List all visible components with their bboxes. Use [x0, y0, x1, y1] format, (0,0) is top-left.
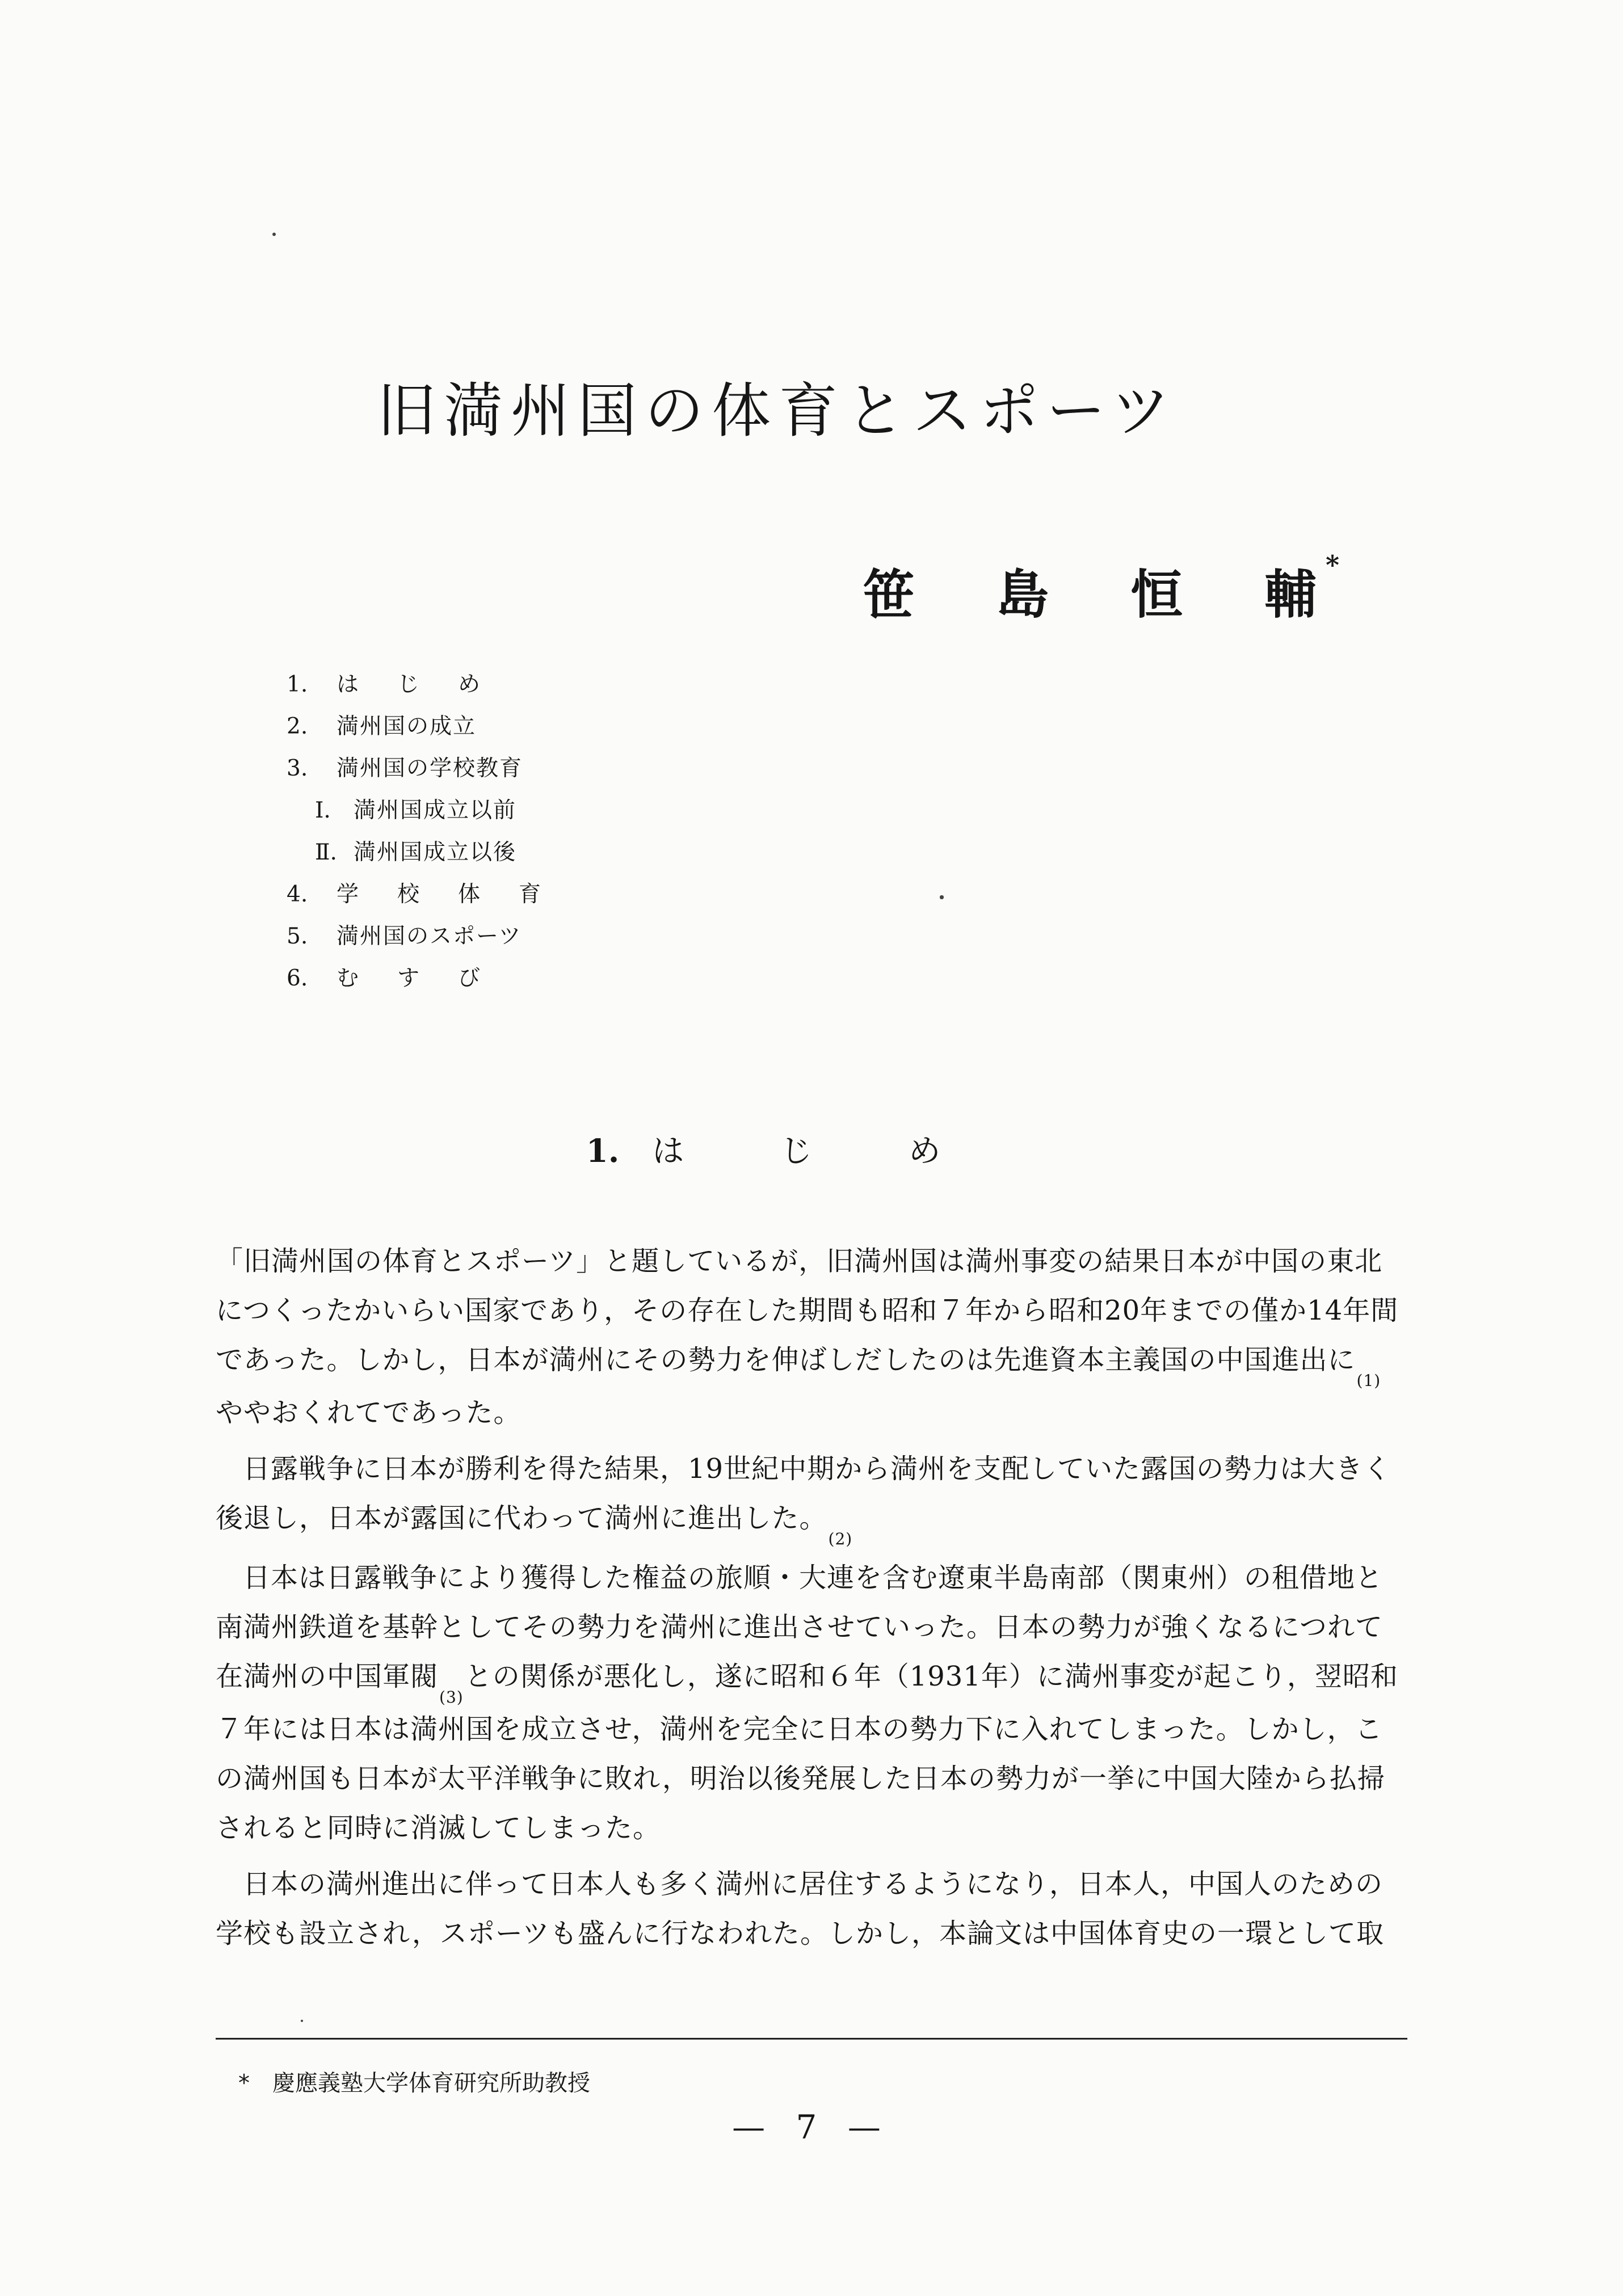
toc-subitem [287, 832, 579, 874]
author-char: 笹 [863, 564, 915, 625]
paragraph-text: との関係が悪化し，遂に昭和６年（1931年）に満州事変が起こり，翌昭和７年には日本は満州国を成立させ，満州を完全に日本の勢力下に入れてしまった。しかし，この満州国も日本が太平洋戦争に敗れ，明治以後発展した日本の勢力が一挙に中国大陸から払掃されると同時に消滅してしまった。 [216, 1661, 1398, 1844]
footnote-divider [216, 2038, 1407, 2040]
toc-text: むすび [337, 966, 519, 991]
paragraph [216, 1860, 1407, 1958]
toc-text: 満州国の学校教育 [337, 756, 523, 781]
toc-text: 満州国のスポーツ [337, 924, 522, 949]
scan-speck [301, 2020, 303, 2022]
footnote-mark: * [238, 2070, 250, 2096]
toc-item [287, 958, 579, 1000]
toc-text: 満州国成立以前 [354, 798, 517, 823]
toc-number: 6. [287, 966, 308, 991]
toc-subitem [287, 790, 579, 832]
citation-ref: (2) [828, 1530, 853, 1548]
section-number: 1. [586, 1132, 620, 1170]
toc-item [287, 874, 579, 916]
toc-number: 1. [287, 672, 308, 697]
toc-item [287, 748, 579, 790]
toc-text: はじめ [337, 672, 519, 697]
scan-speck [940, 895, 944, 899]
citation-ref: (1) [1356, 1371, 1381, 1390]
body-text [216, 1237, 1407, 1965]
paper-title: 旧満州国の体育とスポーツ [377, 376, 1178, 445]
toc-number: Ⅱ. [315, 840, 337, 865]
toc-number: 5. [287, 924, 308, 949]
paragraph [216, 1237, 1407, 1438]
paragraph [216, 1553, 1407, 1853]
author-footnote-mark: * [1325, 550, 1339, 580]
toc-number: 4. [287, 882, 308, 907]
table-of-contents [287, 664, 579, 1000]
author-char: 恒 [1130, 564, 1183, 625]
toc-text: 学校体育 [337, 882, 580, 907]
author-name [863, 550, 1339, 628]
paragraph-text: 「旧満州国の体育とスポーツ」と題しているが，旧満州国は満州事変の結果日本が中国の東北につくったかいらい国家であり，その存在した期間も昭和７年から昭和20年までの僅か14年間であった。しかし，日本が満州にその勢力を伸ばしだしたのは先進資本主義国の中国進出に [216, 1245, 1399, 1376]
toc-item [287, 664, 579, 706]
toc-text: 満州国の成立 [337, 714, 477, 739]
page-number: — 7 — [732, 2108, 891, 2146]
paragraph-text: 日本の満州進出に伴って日本人も多く満州に居住するようになり，日本人，中国人のための学校も設立され，スポーツも盛んに行なわれた。しかし，本論文は中国体育史の一環として取 [216, 1868, 1384, 1949]
toc-number: 3. [287, 756, 308, 781]
paragraph [216, 1444, 1407, 1547]
toc-number: Ⅰ. [315, 798, 331, 823]
footnote [238, 2065, 590, 2097]
scan-speck [272, 233, 276, 236]
footnote-text: 慶應義塾大学体育研究所助教授 [272, 2070, 590, 2096]
paragraph-text: 日露戦争に日本が勝利を得た結果，19世紀中期から満州を支配していた露国の勢力は大きく後退し，日本が露国に代わって満州に進出した。 [216, 1453, 1391, 1534]
paragraph-text: ややおくれてであった。 [216, 1397, 522, 1429]
citation-ref: (3) [439, 1688, 464, 1707]
paragraph-text: 日本は日露戦争により獲得した権益の旅順・大連を含む遼東半島南部（関東州）の租借地と南満州鉄道を基幹としてその勢力を満州に進出させていった。日本の勢力が強くなるにつれて在満州の中国軍閥 [216, 1562, 1384, 1692]
author-char: 島 [996, 564, 1049, 625]
toc-text: 満州国成立以後 [354, 840, 517, 865]
toc-item [287, 916, 579, 958]
toc-item [287, 706, 579, 748]
author-char: 輔 [1264, 564, 1317, 625]
section-title: はじめ [652, 1133, 1037, 1170]
toc-number: 2. [287, 714, 308, 739]
section-heading [0, 1126, 1623, 1172]
